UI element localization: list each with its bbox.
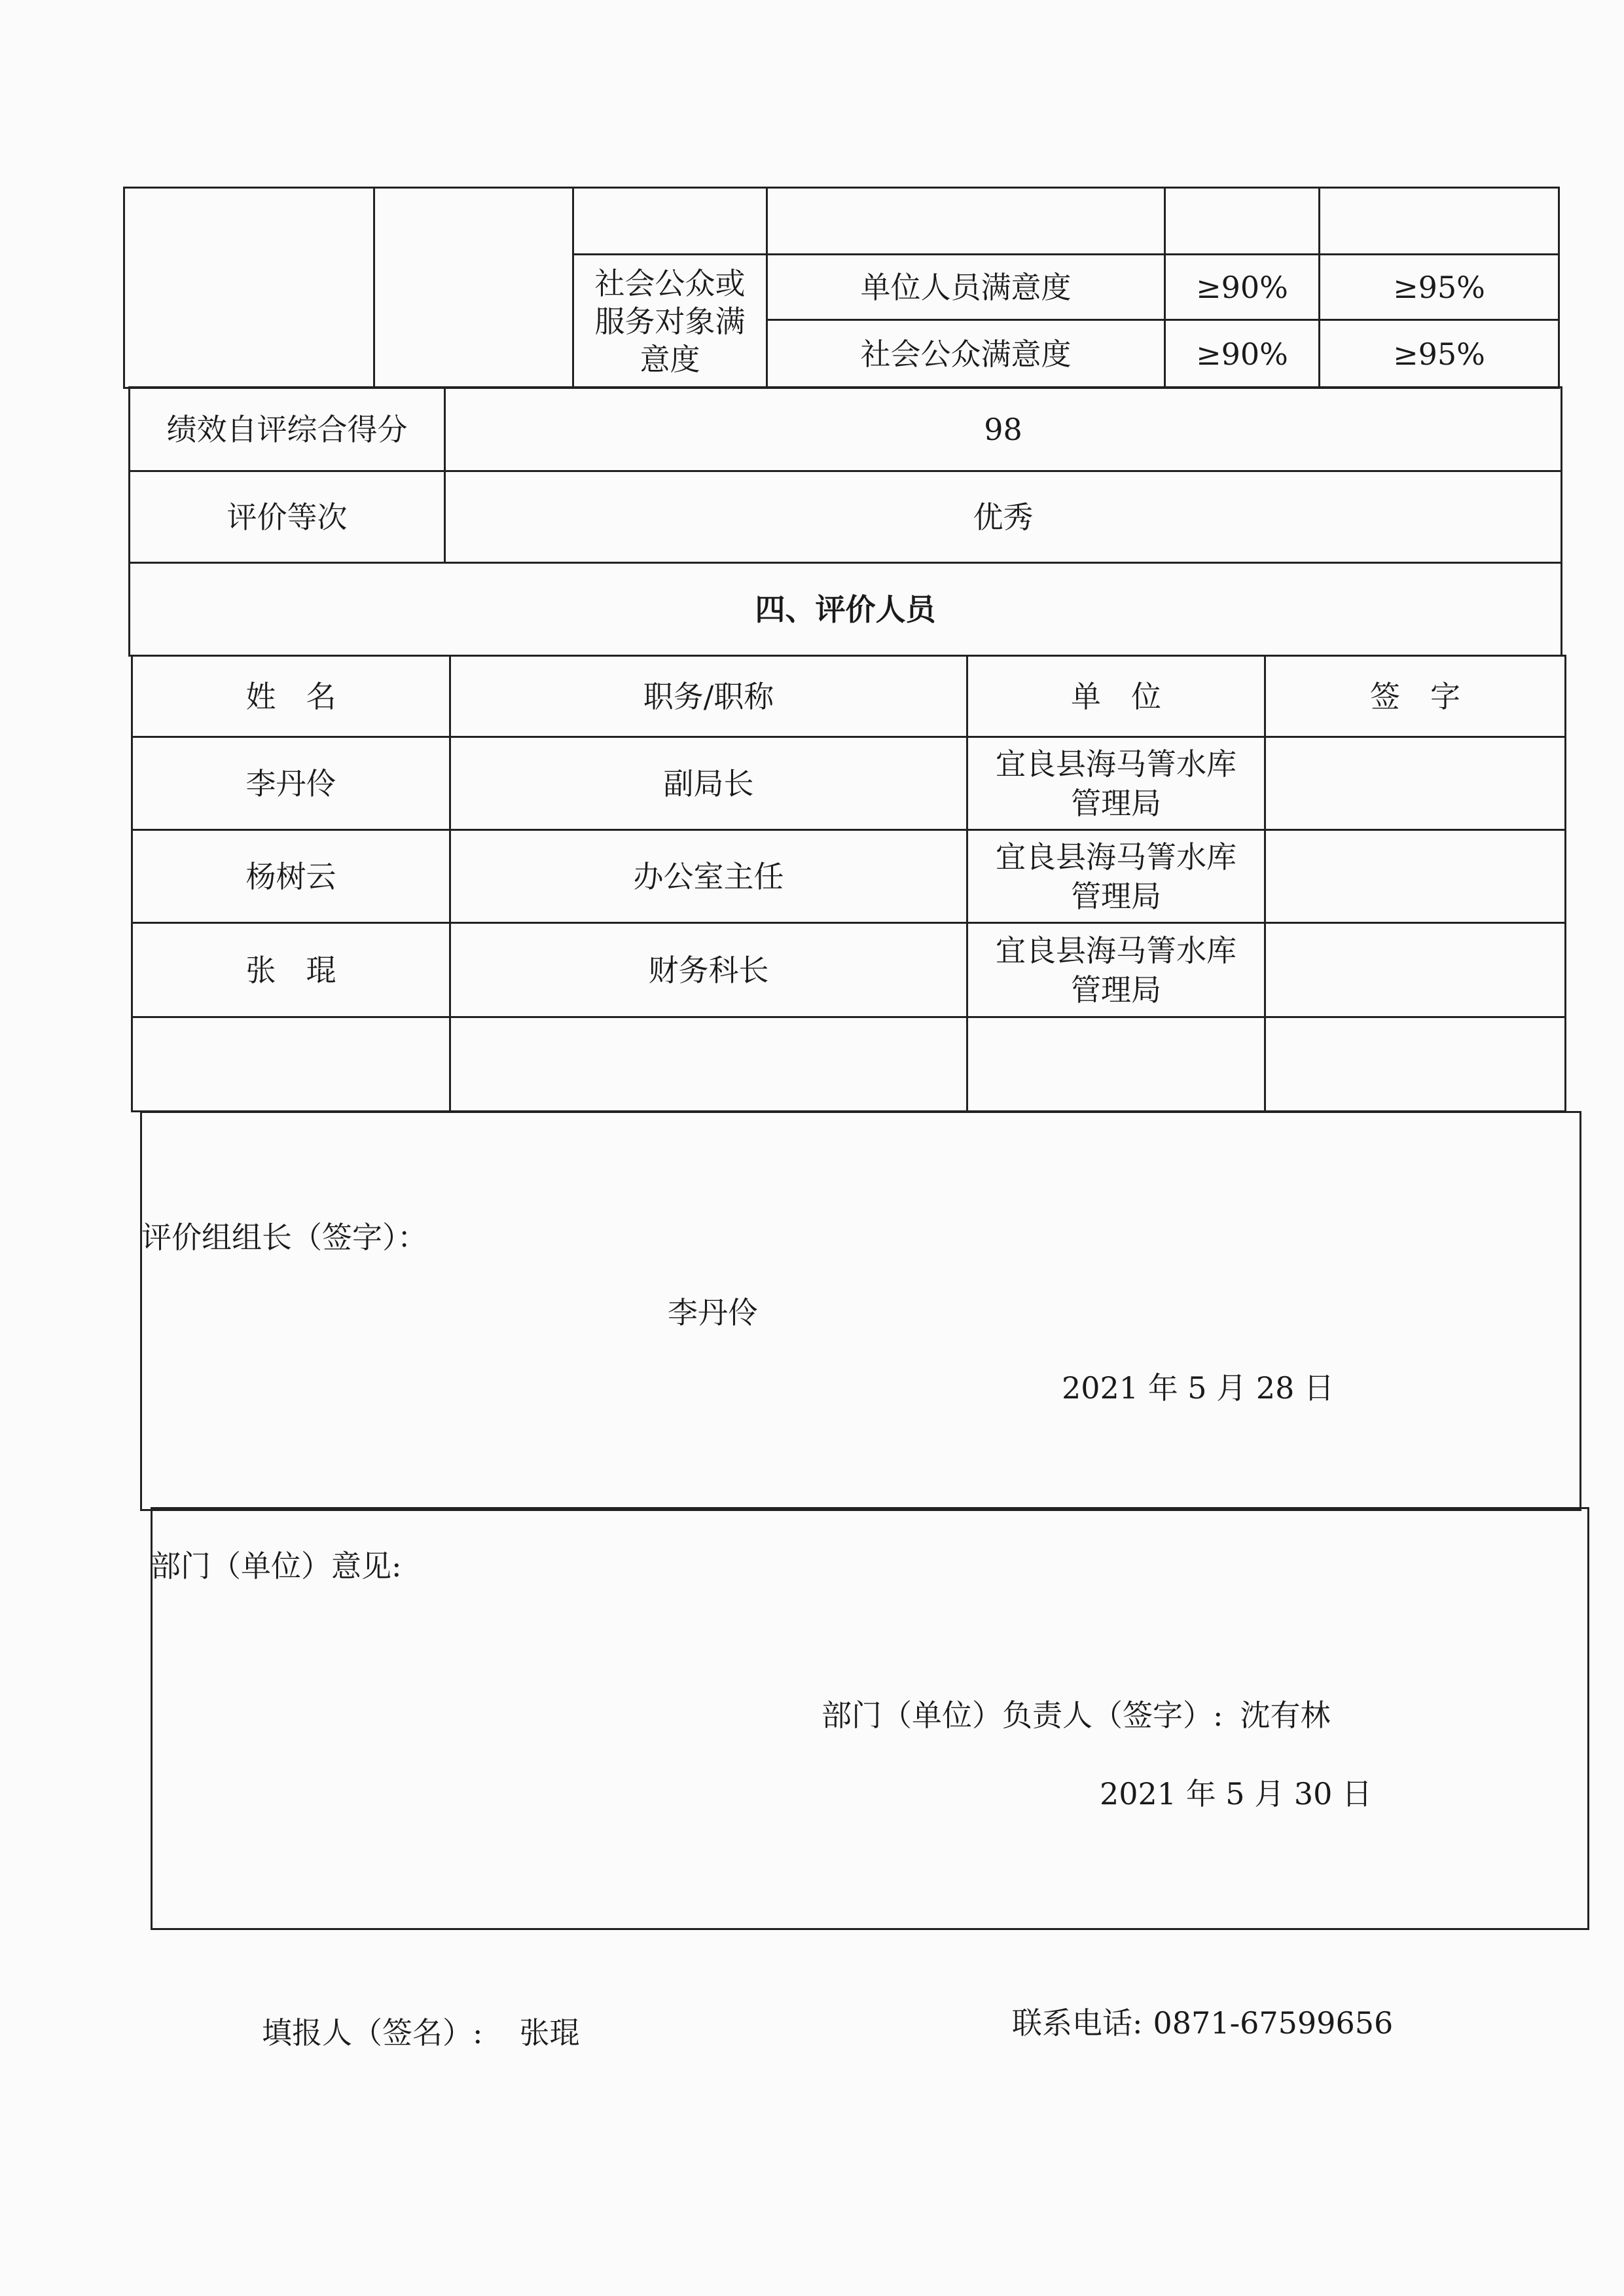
table-row	[132, 923, 1566, 1017]
indicator-name: 社会公众满意度	[767, 320, 1165, 388]
blank-cell	[1265, 1017, 1566, 1112]
dept-date: 2021 年 5 月 30 日	[1100, 1776, 1372, 1812]
indicator-name: 单位人员满意度	[767, 255, 1165, 320]
indicator-actual: ≥95%	[1320, 255, 1559, 320]
person-title: 财务科长	[450, 923, 967, 1017]
person-title: 副局长	[450, 737, 967, 830]
blank-cell	[573, 188, 767, 255]
filler-label: 填报人（签名）:	[262, 2015, 483, 2050]
blank-cell	[374, 188, 573, 388]
blank-cell	[132, 1017, 450, 1112]
phone	[1012, 2003, 1393, 2043]
satisfaction-label: 社会公众或服务对象满意度	[573, 255, 767, 388]
blank-cell	[450, 1017, 967, 1112]
group-leader-date: 2021 年 5 月 28 日	[1062, 1370, 1334, 1406]
dept-signer-name: 沈有林	[1240, 1698, 1331, 1733]
person-unit: 宜良县海马箐水库 管理局	[967, 830, 1265, 923]
blank-cell	[1165, 188, 1320, 255]
person-name: 李丹伶	[132, 737, 450, 830]
filler-name: 张琨	[519, 2015, 580, 2050]
table-row	[132, 1017, 1566, 1112]
blank-cell	[767, 188, 1165, 255]
filler	[262, 2013, 580, 2052]
person-unit: 宜良县海马箐水库 管理局	[967, 737, 1265, 830]
group-leader-name: 李丹伶	[668, 1295, 758, 1330]
grade-value: 优秀	[445, 471, 1562, 563]
person-name: 张 琨	[132, 923, 450, 1017]
section-title: 四、评价人员	[130, 563, 1562, 656]
header-name: 姓 名	[132, 656, 450, 737]
signature-cell[interactable]	[1265, 923, 1566, 1017]
indicator-actual: ≥95%	[1320, 320, 1559, 388]
signature-cell[interactable]	[1265, 737, 1566, 830]
person-name: 杨树云	[132, 830, 450, 923]
signature-cell[interactable]	[1265, 830, 1566, 923]
score-table	[128, 386, 1562, 657]
blank-cell	[124, 188, 374, 388]
header-sign: 签 字	[1265, 656, 1566, 737]
phone-number: 0871-67599656	[1153, 2005, 1394, 2041]
indicator-target: ≥90%	[1165, 320, 1320, 388]
evaluator-table	[131, 655, 1566, 1112]
group-leader-label: 评价组组长（签字）：	[141, 1220, 427, 1255]
indicator-target: ≥90%	[1165, 255, 1320, 320]
table-row	[132, 737, 1566, 830]
group-leader-box	[140, 1111, 1581, 1511]
dept-opinion-label: 部门（单位）意见:	[151, 1548, 402, 1584]
blank-cell	[967, 1017, 1265, 1112]
phone-label: 联系电话:	[1012, 2005, 1143, 2041]
dept-signer-label: 部门（单位）负责人（签字）:	[821, 1698, 1223, 1733]
score-label: 绩效自评综合得分	[130, 388, 445, 471]
person-unit: 宜良县海马箐水库 管理局	[967, 923, 1265, 1017]
person-title: 办公室主任	[450, 830, 967, 923]
score-value: 98	[445, 388, 1562, 471]
blank-cell	[1320, 188, 1559, 255]
grade-label: 评价等次	[130, 471, 445, 563]
table-row	[132, 830, 1566, 923]
dept-signer	[821, 1696, 1331, 1735]
header-title: 职务/职称	[450, 656, 967, 737]
header-unit: 单 位	[967, 656, 1265, 737]
indicator-table	[123, 187, 1560, 389]
